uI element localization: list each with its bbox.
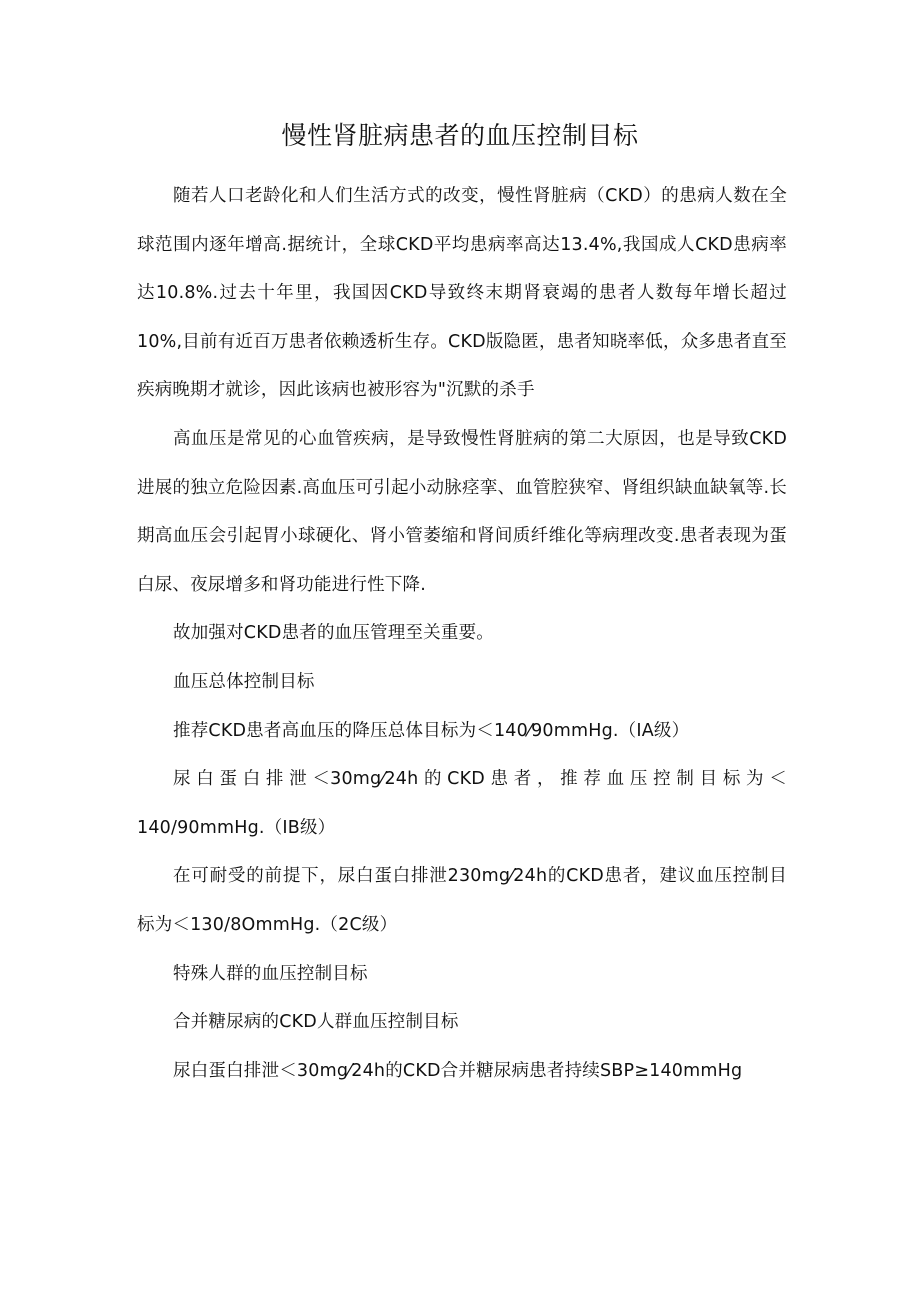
section-heading-special-populations: 特殊人群的血压控制目标 [173,963,368,984]
paragraph-albumin-under-30: 尿白蛋白排泄＜30mg⁄24h的CKD患者，推荐血压控制目标为＜140/90mmHg.（IB级） [137,769,787,838]
paragraph-overall-target: 推荐CKD患者高血压的降压总体目标为＜140⁄90mmHg.（IA级） [173,720,690,741]
section-heading-overall-target: 血压总体控制目标 [173,671,315,692]
paragraph-ckd-prevalence: 随若人口老龄化和人们生活方式的改变，慢性肾脏病（CKD）的患病人数在全球范围内逐年增高.据统计，全球CKD平均患病率高达13.4%,我国成人CKD患病率达10.8%.过去十年里，我国因CKD导致终末期肾衰竭的患者人数每年增长超过10%,目前有近百万患者依赖透析生存。CKD版隐匿，患者知晓率低，众多患者直至疾病晚期才就诊，因此该病也被形容为"沉默的杀手 [137,186,787,401]
paragraph-albumin-over-30: 在可耐受的前提下，尿白蛋白排泄230mg⁄24h的CKD患者，建议血压控制目标为＜130/8OmmHg.（2C级） [137,866,787,935]
section-heading-diabetes: 合并糖尿病的CKD人群血压控制目标 [173,1012,459,1033]
document-title: 慢性肾脏病患者的血压控制目标 [281,121,639,150]
document-body [137,172,787,1095]
paragraph-management-importance: 故加强对CKD患者的血压管理至关重要。 [173,623,494,644]
paragraph-hypertension-cause: 高血压是常见的心血管疾病，是导致慢性肾脏病的第二大原因，也是导致CKD进展的独立危险因素.高血压可引起小动脉痉挛、血管腔狭窄、肾组织缺血缺氧等.长期高血压会引起胃小球硬化、肾小管萎缩和肾间质纤维化等病理改变.患者表现为蛋白尿、夜尿增多和肾功能进行性下降. [137,428,787,595]
paragraph-diabetes-target: 尿白蛋白排泄＜30mg⁄24h的CKD合并糖尿病患者持续SBP≥140mmHg [173,1060,743,1081]
